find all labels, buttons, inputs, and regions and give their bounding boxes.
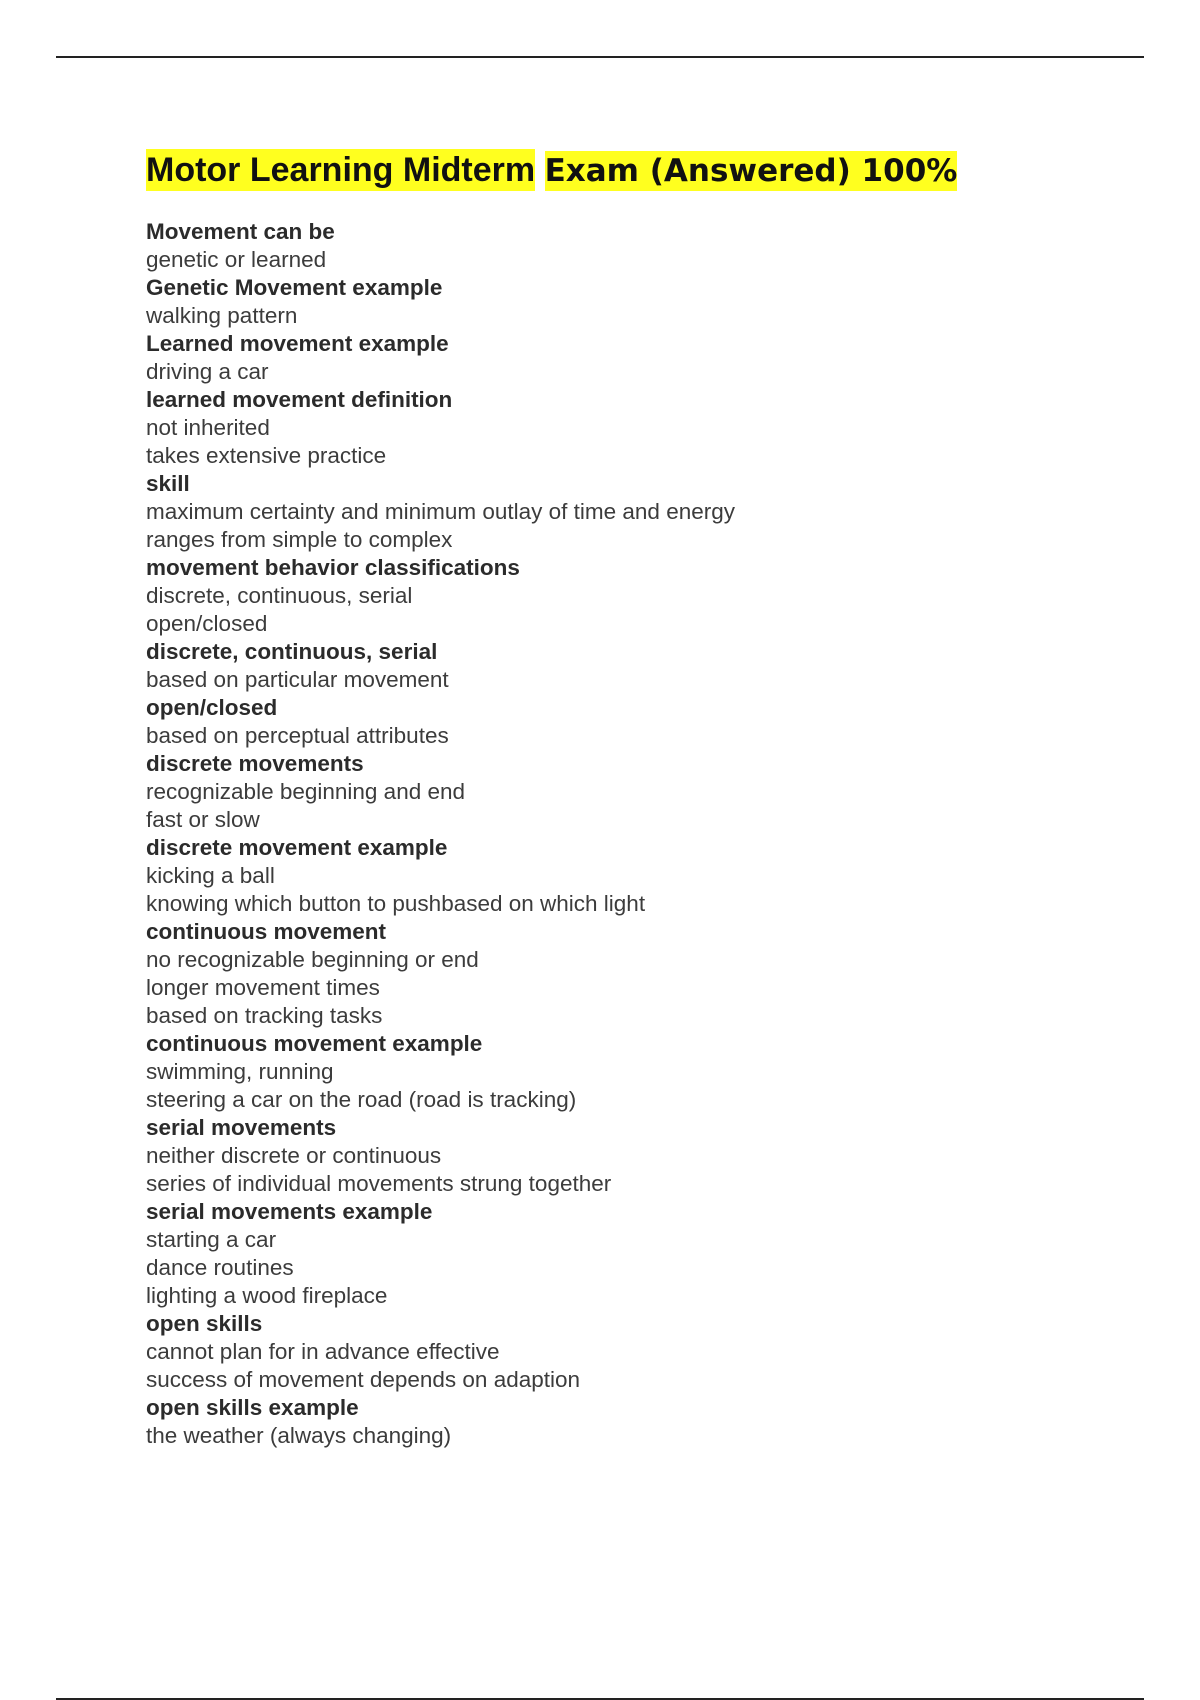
term: open skills example	[146, 1395, 359, 1420]
definition: based on tracking tasks	[146, 1003, 383, 1028]
qa-list	[146, 218, 1146, 1450]
definition: recognizable beginning and end	[146, 779, 466, 804]
term: open skills	[146, 1311, 263, 1336]
title-suffix: Exam (Answered) 100%	[544, 153, 958, 189]
definition: open/closed	[146, 611, 268, 636]
definition: success of movement depends on adaption	[146, 1367, 581, 1392]
definition: longer movement times	[146, 975, 380, 1000]
term: serial movements	[146, 1115, 337, 1140]
definition: lighting a wood fireplace	[146, 1283, 388, 1308]
definition: based on perceptual attributes	[146, 723, 449, 748]
definition: genetic or learned	[146, 247, 327, 272]
definition: based on particular movement	[146, 667, 449, 692]
definition: neither discrete or continuous	[146, 1143, 442, 1168]
definition: driving a car	[146, 359, 269, 384]
definition: kicking a ball	[146, 863, 275, 888]
definition: walking pattern	[146, 303, 298, 328]
term: continuous movement	[146, 919, 387, 944]
term: Learned movement example	[146, 331, 449, 356]
definition: steering a car on the road (road is tracking)	[146, 1087, 577, 1112]
term: Genetic Movement example	[146, 275, 443, 300]
term: Movement can be	[146, 219, 335, 244]
definition: knowing which button to pushbased on which light	[146, 891, 646, 916]
term: open/closed	[146, 695, 278, 720]
header-rule	[56, 56, 1144, 58]
title-main: Motor Learning Midterm	[146, 151, 536, 189]
definition: not inherited	[146, 415, 270, 440]
definition: fast or slow	[146, 807, 260, 832]
term: discrete movement example	[146, 835, 448, 860]
definition: takes extensive practice	[146, 443, 387, 468]
definition: ranges from simple to complex	[146, 527, 453, 552]
term: discrete movements	[146, 751, 364, 776]
definition: discrete, continuous, serial	[146, 583, 413, 608]
definition: cannot plan for in advance effective	[146, 1339, 500, 1364]
term: movement behavior classifications	[146, 555, 520, 580]
definition: series of individual movements strung together	[146, 1171, 612, 1196]
term: skill	[146, 471, 190, 496]
term: discrete, continuous, serial	[146, 639, 438, 664]
document-title	[146, 148, 957, 193]
definition: the weather (always changing)	[146, 1423, 452, 1448]
definition: swimming, running	[146, 1059, 334, 1084]
definition: starting a car	[146, 1227, 277, 1252]
definition: no recognizable beginning or end	[146, 947, 479, 972]
term: learned movement definition	[146, 387, 453, 412]
term: serial movements example	[146, 1199, 433, 1224]
definition: maximum certainty and minimum outlay of time and energy	[146, 499, 735, 524]
definition: dance routines	[146, 1255, 294, 1280]
term: continuous movement example	[146, 1031, 483, 1056]
